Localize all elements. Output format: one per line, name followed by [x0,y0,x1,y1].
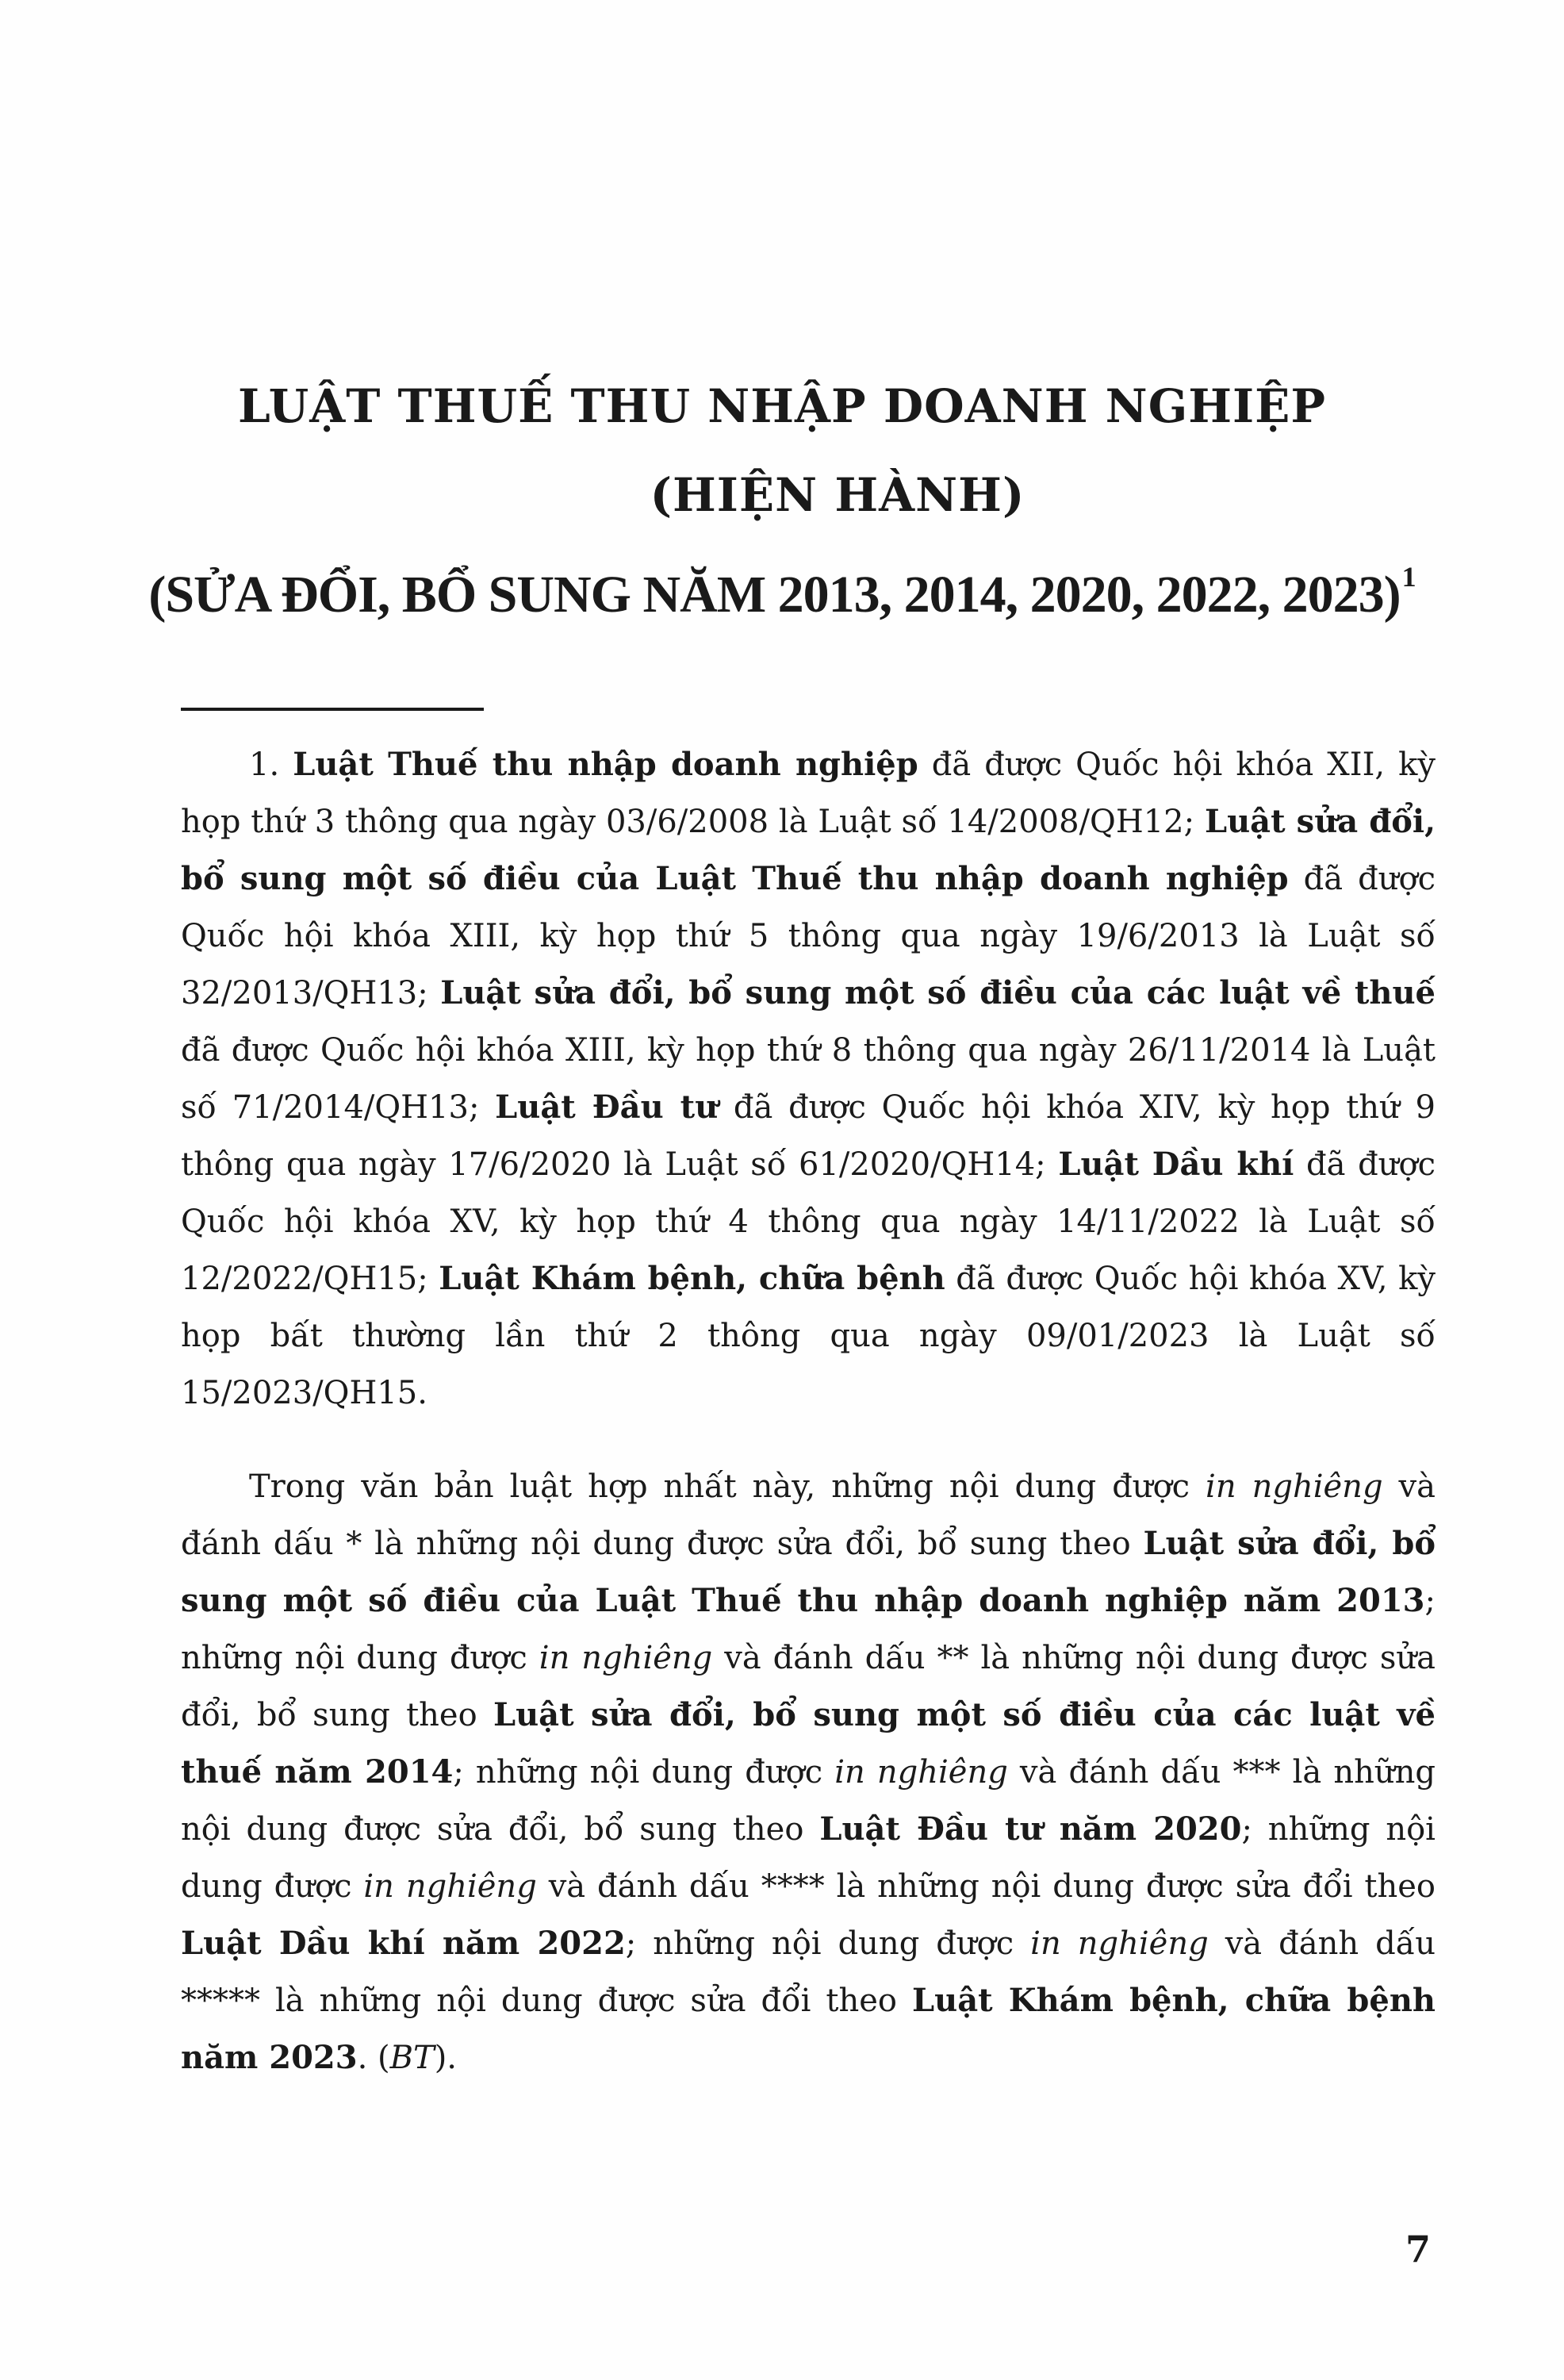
law-amendments-subtitle [0,561,1564,625]
law-name: Luật Đầu tư năm 2020 [819,1810,1242,1848]
footnote-1 [181,736,1436,1422]
note-text: và đánh dấu **** là những nội dung được sửa đổi theo [536,1868,1436,1905]
law-name: Luật sửa đổi, bổ sung một số điều của các luật về thuế [440,974,1436,1012]
italic-term: in nghiêng [363,1868,537,1905]
note-text: . ( [357,2040,390,2076]
footnote-text: đã được Quốc hội khóa XIII, kỳ họp thứ 8 thông qua ngày 26/11/2014 là Luật số 71/2014/QH13; [181,1032,1436,1126]
italic-term: in nghiêng [1206,1468,1383,1505]
law-name: Luật Khám bệnh, chữa bệnh [439,1260,945,1297]
law-title: LUẬT THUẾ THU NHẬP DOANH NGHIỆP [238,379,1326,433]
footnote-text: đã được Quốc hội khóa XIII, kỳ họp thứ 5 thông qua ngày 19/6/2013 là Luật số 32/2013/QH13; [181,861,1436,1012]
law-name: Luật Đầu tư [495,1088,719,1126]
footnote-text: đã được Quốc hội khóa XII, kỳ họp thứ 3 thông qua ngày 03/6/2008 là Luật số 14/2008/QH12; [181,747,1436,840]
note-text: ). [434,2040,458,2076]
law-name: Luật Khám bệnh, chữa bệnh năm 2023 [181,1982,1436,2076]
law-name: Luật Dầu khí năm 2022 [181,1925,626,1962]
footnote-separator [181,708,484,711]
note-text: ; những nội dung được [181,1583,1436,1676]
note-text: ; những nội dung được [453,1754,835,1791]
footnote-reference: 1 [1401,561,1416,593]
note-text: ; những nội dung được [181,1811,1436,1905]
footnote-text: đã được Quốc hội khóa XV, kỳ họp bất thường lần thứ 2 thông qua ngày 09/01/2023 là Luật số 15/2023/QH15. [181,1261,1436,1411]
law-status-subtitle: (HIỆN HÀNH) [650,468,1025,522]
note-text: và đánh dấu ***** là những nội dung được sửa đổi theo [181,1925,1436,2019]
footnote-2 [181,1458,1436,2086]
note-text: và đánh dấu ** là những nội dung được sửa đổi, bổ sung theo [181,1640,1436,1733]
footnote-number: 1. [249,747,293,783]
note-text: và đánh dấu * là những nội dung được sửa đổi, bổ sung theo [181,1468,1436,1562]
italic-term: in nghiêng [539,1640,713,1676]
law-name: Luật Dầu khí [1058,1146,1294,1183]
note-text: và đánh dấu *** là những nội dung được sửa đổi, bổ sung theo [181,1754,1436,1848]
law-name: Luật Thuế thu nhập doanh nghiệp [293,746,918,783]
amendments-text: (SỬA ĐỔI, BỔ SUNG NĂM 2013, 2014, 2020, 2022, 2023) [148,566,1401,624]
note-text: Trong văn bản luật hợp nhất này, những nội dung được [249,1468,1206,1505]
page-number: 7 [1405,2228,1431,2271]
law-name: Luật sửa đổi, bổ sung một số điều của Luật Thuế thu nhập doanh nghiệp [181,803,1436,897]
law-name: Luật sửa đổi, bổ sung một số điều của Luật Thuế thu nhập doanh nghiệp năm 2013 [181,1525,1436,1619]
footnote-text: đã được Quốc hội khóa XV, kỳ họp thứ 4 thông qua ngày 14/11/2022 là Luật số 12/2022/QH15; [181,1146,1436,1297]
footnote-text: đã được Quốc hội khóa XIV, kỳ họp thứ 9 thông qua ngày 17/6/2020 là Luật số 61/2020/QH14; [181,1089,1436,1183]
italic-term: BT [389,2040,435,2076]
italic-term: in nghiêng [1030,1925,1209,1962]
note-text: ; những nội dung được [625,1925,1031,1962]
italic-term: in nghiêng [834,1754,1008,1791]
law-name: Luật sửa đổi, bổ sung một số điều của các luật về thuế năm 2014 [181,1696,1436,1791]
